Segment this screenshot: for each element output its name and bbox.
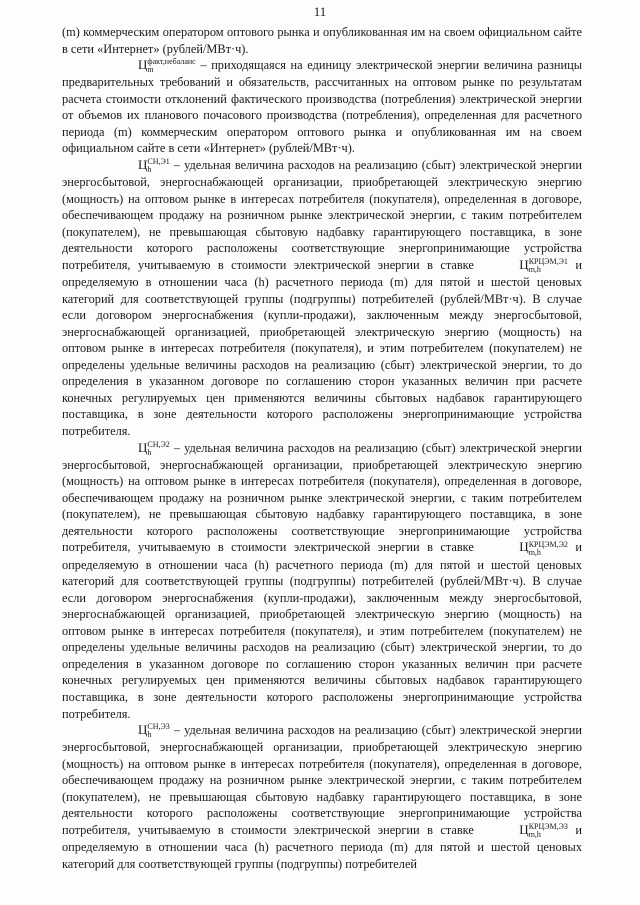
rate-symbol: Ц: [519, 822, 529, 837]
symbol-superscript: факт,небаланс: [147, 57, 196, 67]
price-symbol: Ц: [138, 722, 148, 738]
paragraph-text: – удельная величина расходов на реализацию (сбыт) электрической энергии энергосбытовой, энергоснабжающей организации, приобретающей электрическую энергию (мощность) на оптовом рынке в интересах потребителя (покупателя), определенная в договоре, обеспечивающем продажу на розничном рынке электрической энергии, с таким потребителем (покупателем), не превышающая сбытовую надбавку гарантирующего поставщика, в зоне деятельности которого расположены соответствующие энергопринимающие устройства потребителя, учитываемую в стоимости электрической энергии в ставке: [62, 723, 582, 837]
price-symbol: Ц: [138, 57, 148, 73]
paragraph-text: – удельная величина расходов на реализацию (сбыт) электрической энергии энергосбытовой, энергоснабжающей организации, приобретающей электрическую энергию (мощность) на оптовом рынке в интересах потребителя (покупателя), определенная в договоре, обеспечивающем продажу на розничном рынке электрической энергии, с таким потребителем (покупателем), не превышающая сбытовую надбавку гарантирующего поставщика, в зоне деятельности которого расположены соответствующие энергопринимающие устройства потребителя, учитываемую в стоимости электрической энергии в ставке: [62, 440, 582, 555]
symbol-superscript: СН,Э2: [147, 439, 170, 449]
symbol-superscript: СН,Э3: [147, 722, 170, 732]
symbol-subscript: h: [147, 447, 152, 457]
symbol-subscript: h: [147, 730, 152, 740]
symbol-subscript: m: [147, 65, 154, 75]
rate-subscript: m,h: [528, 265, 541, 275]
page-number: 11: [313, 4, 327, 19]
paragraph-definition-sn-e1: [62, 157, 582, 440]
rate-superscript: КРЦЭМ,Э2: [528, 539, 568, 549]
symbol-indices: [147, 58, 195, 74]
paragraph-text: (m) коммерческим оператором оптового рынка и опубликованная им на своем официальном сайте в сети «Интернет» (рублей/МВт·ч).: [62, 25, 582, 56]
paragraph-text: и определяемую в отношении часа (h) расчетного периода (m) для пятой и шестой ценовых категорий для соответствующей группы (подгруппы) потребителей (рублей/МВт·ч). В случае если договором энергоснабжения (купли-продажи), заключенным между энергосбытовой, энергоснабжающей организацией, приобретающей электрическую энергию (мощность) на оптовом рынке в интересах потребителя (покупателя), и этим потребителем (покупателем) не определены удельные величины расходов на реализацию (сбыт) электрической энергии, то до определения в указанном договоре по соглашению сторон указанных величин при расчете конечных регулируемых цен применяются величины сбытовых надбавок гарантирующего поставщика, в зоне деятельности которого расположены энергопринимающие устройства потребителя.: [62, 257, 582, 438]
document-body: [62, 24, 582, 872]
rate-indices: [529, 541, 568, 557]
rate-symbol: Ц: [519, 256, 529, 272]
paragraph-definition-sn-e3: [62, 722, 582, 872]
rate-superscript: КРЦЭМ,Э1: [528, 257, 568, 267]
paragraph-definition-sn-e2: [62, 440, 582, 723]
paragraph-text: – приходящаяся на единицу электрической энергии величина разницы предварительных требований и обязательств, рассчитанных на оптовом рынке по результатам расчета стоимости отклонений фактического производства (потребления) электрической энергии от объемов их планового почасового производства (потребления), определенная для расчетного периода (m) коммерческим оператором оптового рынка и опубликованная им на своем официальном сайте в сети «Интернет» (рублей/МВт·ч).: [62, 58, 582, 156]
paragraph-text: и определяемую в отношении часа (h) расчетного периода (m) для пятой и шестой ценовых категорий для соответствующей группы (подгруппы) потребителей (рублей/МВт·ч). В случае если договором энергоснабжения (купли-продажи), заключенным между энергосбытовой, энергоснабжающей организацией, приобретающей электрическую энергию (мощность) на оптовом рынке в интересах потребителя (покупателя), и этим потребителем (покупателем) не определены удельные величины расходов на реализацию (сбыт) электрической энергии, то до определения в указанном договоре по соглашению сторон указанных величин при расчете конечных регулируемых цен применяются величины сбытовых надбавок гарантирующего поставщика, в зоне деятельности которого расположены энергопринимающие устройства потребителя.: [62, 540, 582, 721]
price-symbol: Ц: [138, 157, 148, 172]
paragraph-text: – удельная величина расходов на реализацию (сбыт) электрической энергии энергосбытовой, энергоснабжающей организации, приобретающей электрическую энергию (мощность) на оптовом рынке в интересах потребителя (покупателя), определенная в договоре, обеспечивающем продажу на розничном рынке электрической энергии, с таким потребителем (покупателем), не превышающая сбытовую надбавку гарантирующего поставщика, в зоне деятельности которого расположены соответствующие энергопринимающие устройства потребителя, учитываемую в стоимости электрической энергии в ставке: [62, 158, 582, 272]
rate-superscript: КРЦЭМ,Э3: [528, 822, 568, 832]
paragraph-definition-fact-imbalance: [62, 57, 582, 157]
symbol-indices: [147, 441, 169, 457]
symbol-superscript: СН,Э1: [147, 157, 170, 167]
rate-indices: [529, 258, 568, 274]
symbol-subscript: h: [147, 165, 152, 175]
rate-subscript: m,h: [528, 830, 541, 840]
symbol-indices: [147, 723, 169, 739]
rate-indices: [529, 823, 568, 839]
rate-subscript: m,h: [528, 547, 541, 557]
paragraph-continuation: [62, 24, 582, 57]
symbol-indices: [147, 158, 169, 174]
rate-symbol: Ц: [519, 539, 529, 555]
price-symbol: Ц: [138, 439, 148, 455]
paragraph-text: и определяемую в отношении часа (h) расчетного периода (m) для пятой и шестой ценовых категорий для соответствующей группы (подгруппы) потребителей: [62, 823, 582, 871]
